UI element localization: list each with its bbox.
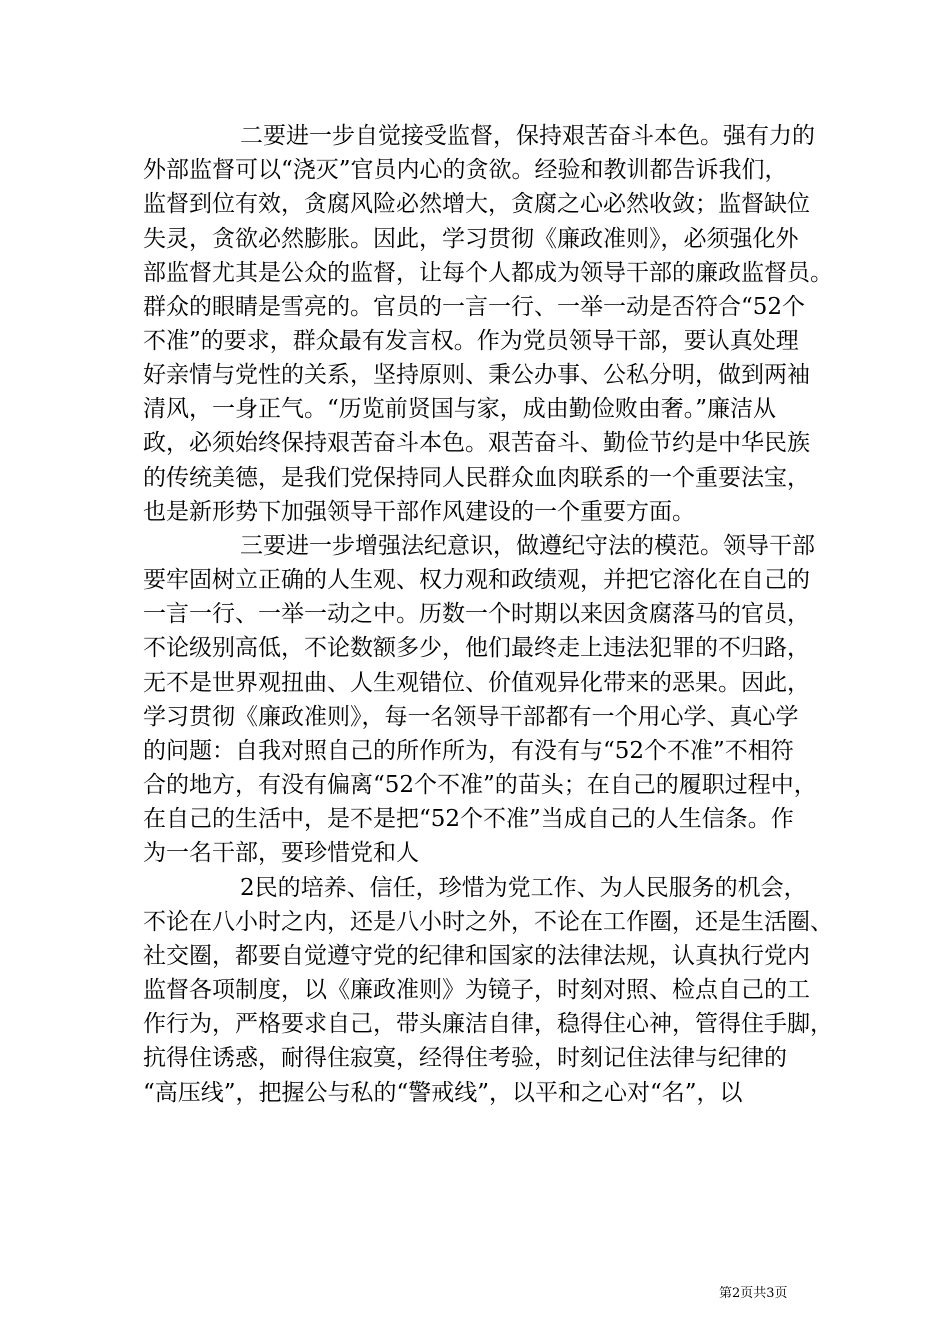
paragraph-2-line-7: 不准”的要求，群众最有发言权。作为党员领导干部，要认真处理	[143, 328, 799, 354]
paragraph-2-line-5: 部监督尤其是公众的监督，让每个人都成为领导干部的廉政监督员。	[143, 260, 833, 286]
paragraph-3-line-10: 为一名干部，要珍惜党和人	[143, 840, 419, 866]
paragraph-3-line-8: 合的地方，有没有偏离“52个不准”的苗头；在自己的履职过程中，	[143, 772, 817, 798]
paragraph-2-line-10: 政，必须始终保持艰苦奋斗本色。艰苦奋斗、勤俭节约是中华民族	[143, 430, 810, 456]
paragraph-4-line-5: 作行为，严格要求自己，带头廉洁自律，稳得住心神，管得住手脚，	[143, 1011, 833, 1037]
paragraph-2-line-1: 二要进一步自觉接受监督，保持艰苦奋斗本色。强有力的	[240, 123, 815, 149]
paragraph-3-line-2: 要牢固树立正确的人生观、权力观和政绩观，并把它溶化在自己的	[143, 567, 810, 593]
paragraph-3-line-9: 在自己的生活中，是不是把“52个不准”当成自己的人生信条。作	[143, 806, 794, 832]
paragraph-3-line-6: 学习贯彻《廉政准则》，每一名领导干部都有一个用心学、真心学	[143, 704, 799, 730]
paragraph-4-line-3: 社交圈，都要自觉遵守党的纪律和国家的法律法规，认真执行党内	[143, 943, 810, 969]
paragraph-3-line-4: 不论级别高低，不论数额多少，他们最终走上违法犯罪的不归路，	[143, 635, 810, 661]
paragraph-3-line-7: 的问题：自我对照自己的所作所为，有没有与“52个不准”不相符	[143, 738, 794, 764]
paragraph-2-line-6: 群众的眼睛是雪亮的。官员的一言一行、一举一动是否符合“52个	[143, 294, 806, 320]
page-number-footer: 第2页共3页	[719, 1286, 788, 1301]
paragraph-2-line-11: 的传统美德，是我们党保持同人民群众血肉联系的一个重要法宝，	[143, 465, 810, 491]
paragraph-3-line-3: 一言一行、一举一动之中。历数一个时期以来因贪腐落马的官员，	[143, 601, 810, 627]
paragraph-3-line-1: 三要进一步增强法纪意识，做遵纪守法的模范。领导干部	[240, 533, 815, 559]
paragraph-2-line-2: 外部监督可以“浇灭”官员内心的贪欲。经验和教训都告诉我们，	[143, 157, 788, 183]
paragraph-4-line-6: 抗得住诱惑，耐得住寂寞，经得住考验，时刻记住法律与纪律的	[143, 1045, 787, 1071]
paragraph-2-line-8: 好亲情与党性的关系，坚持原则、秉公办事、公私分明，做到两袖	[143, 362, 810, 388]
paragraph-4-line-4: 监督各项制度，以《廉政准则》为镜子，时刻对照、检点自己的工	[143, 977, 810, 1003]
paragraph-2-line-12: 也是新形势下加强领导干部作风建设的一个重要方面。	[143, 499, 695, 525]
paragraph-4-line-7: “高压线”，把握公与私的“警戒线”，以平和之心对“名”，以	[143, 1080, 743, 1106]
paragraph-2-line-9: 清风，一身正气。“历览前贤国与家，成由勤俭败由奢。”廉洁从	[143, 396, 777, 422]
paragraph-3-line-5: 无不是世界观扭曲、人生观错位、价值观异化带来的恶果。因此，	[143, 670, 810, 696]
paragraph-2-line-3: 监督到位有效，贪腐风险必然增大，贪腐之心必然收敛；监督缺位	[143, 191, 810, 217]
paragraph-4-line-2: 不论在八小时之内，还是八小时之外，不论在工作圈，还是生活圈、	[143, 909, 833, 935]
paragraph-2-line-4: 失灵，贪欲必然膨胀。因此，学习贯彻《廉政准则》，必须强化外	[143, 226, 799, 252]
paragraph-4-line-1: 2民的培养、信任，珍惜为党工作、为人民服务的机会，	[240, 875, 807, 901]
